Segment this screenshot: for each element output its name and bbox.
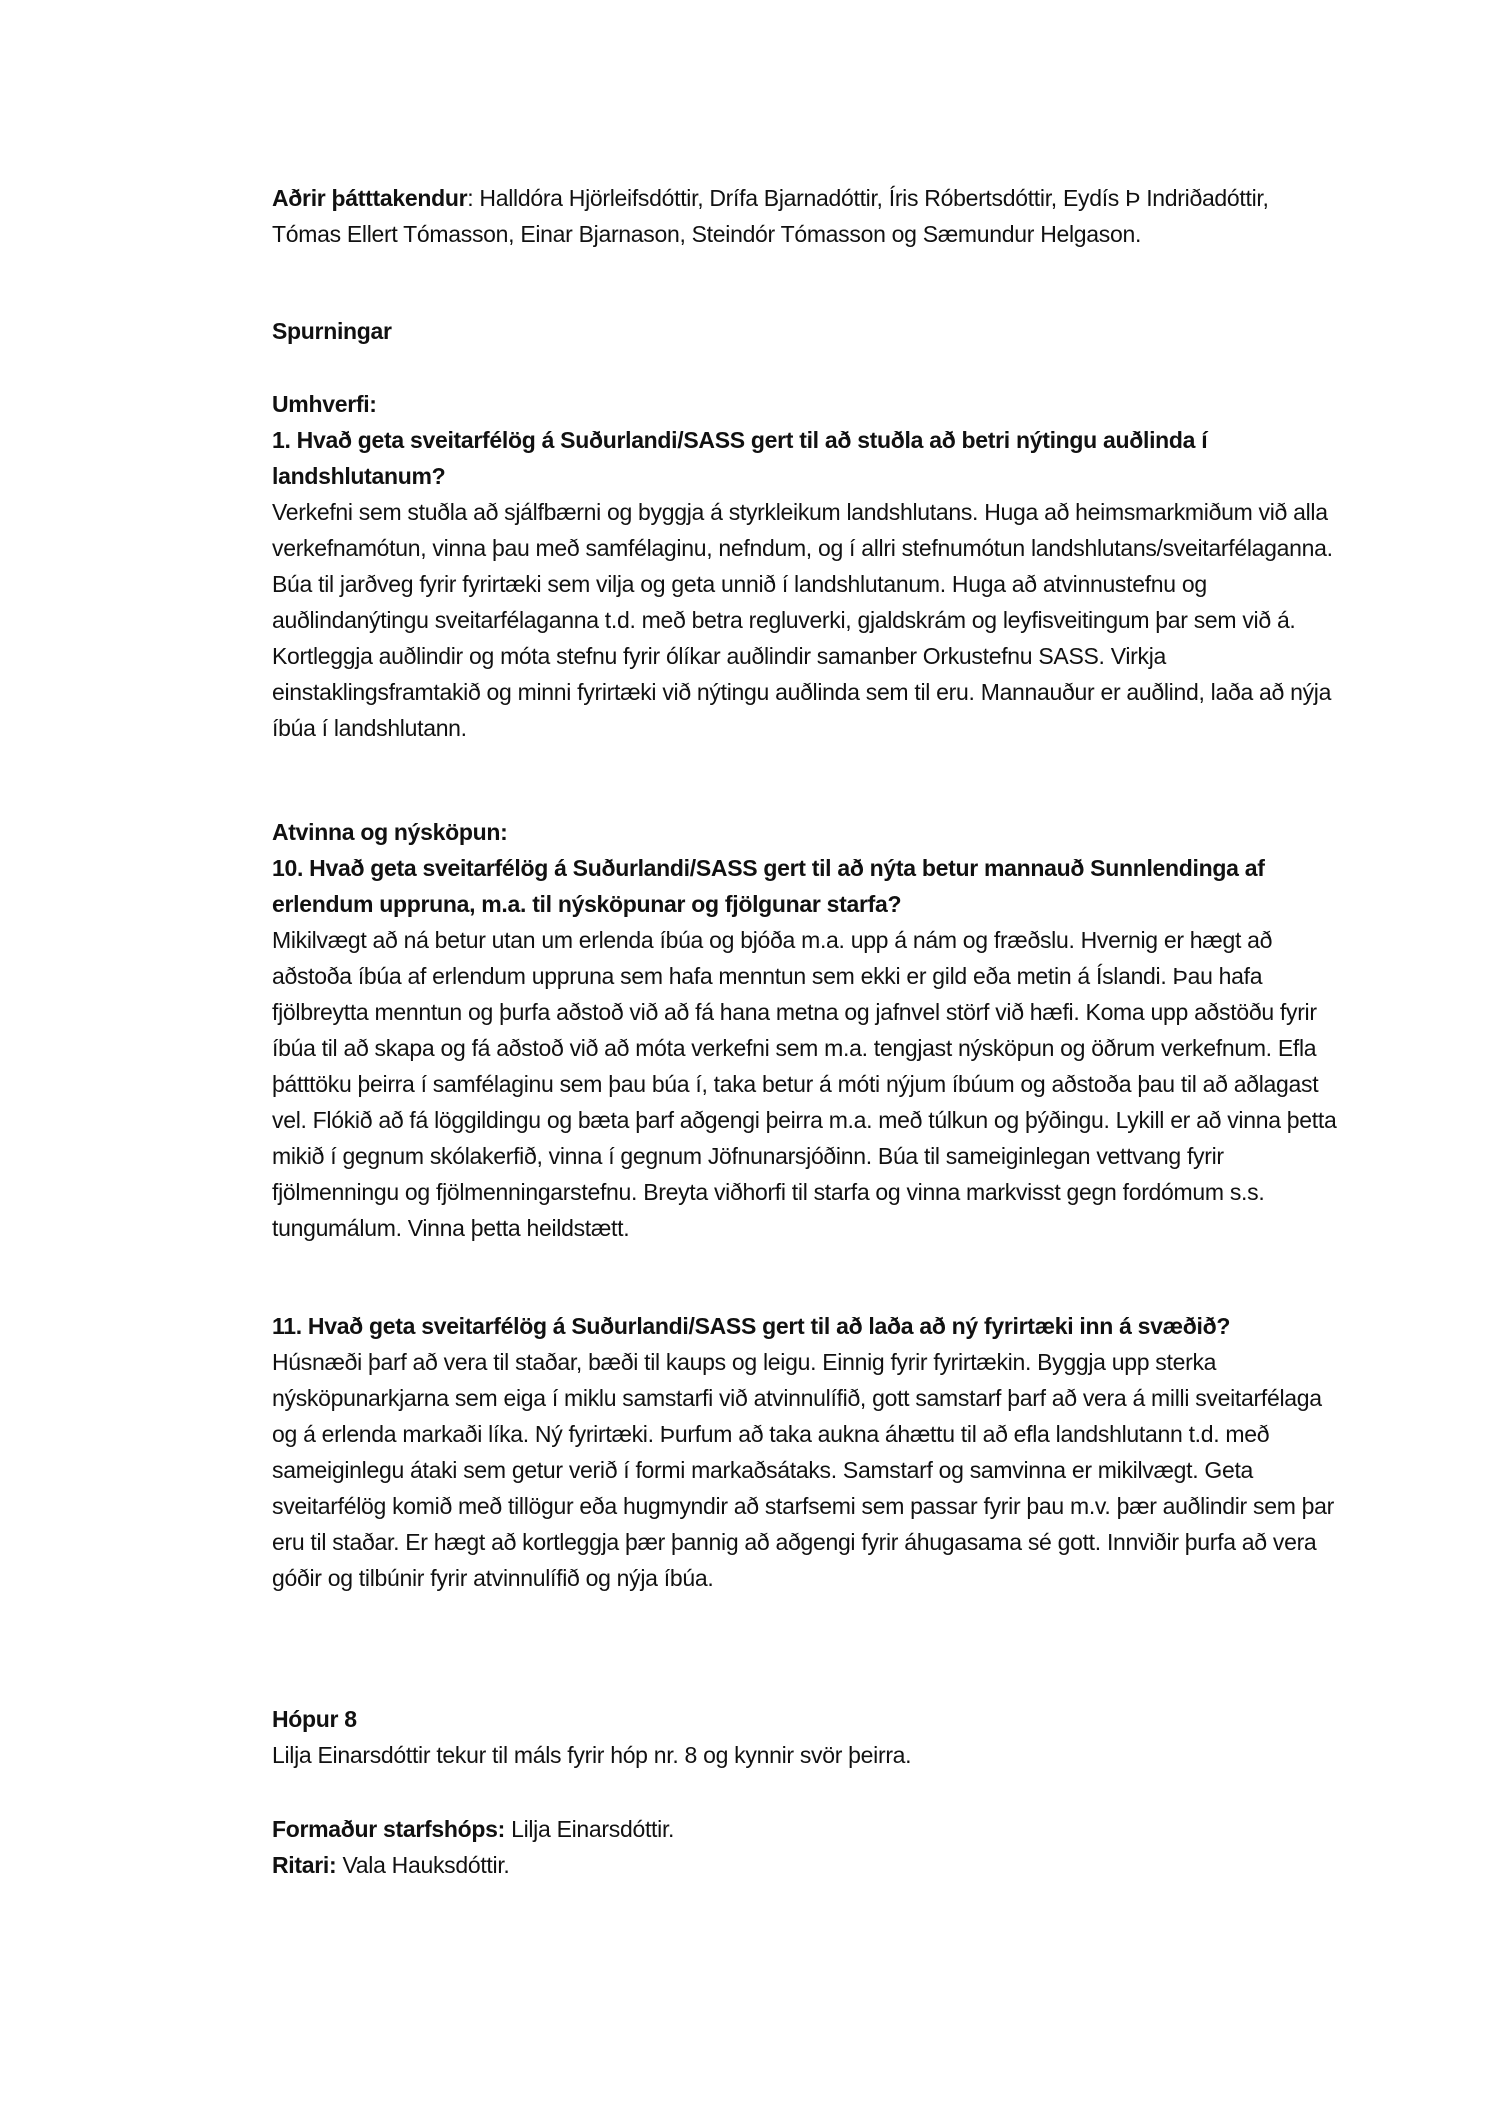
question-11: 11. Hvað geta sveitarfélög á Suðurlandi/SASS gert til að laða að ný fyrirtæki inn á svæðið?	[272, 1313, 1231, 1339]
participants-names: : Halldóra Hjörleifsdóttir, Drífa Bjarnadóttir, Íris Róbertsdóttir, Eydís Þ Indriðadóttir, Tómas Ellert Tómasson, Einar Bjarnason, Steindór Tómasson og Sæmundur Helgason.	[272, 185, 1269, 247]
question-11-section	[272, 1308, 1337, 1596]
employment-innovation-heading: Atvinna og nýsköpun:	[272, 819, 508, 845]
secretary-label: Ritari:	[272, 1852, 337, 1878]
group-8-section	[272, 1701, 1337, 1773]
questions-heading: Spurningar	[272, 318, 392, 344]
questions-section	[272, 313, 1337, 349]
secretary-name: Vala Hauksdóttir.	[336, 1852, 510, 1878]
group-8-text: Lilja Einarsdóttir tekur til máls fyrir hóp nr. 8 og kynnir svör þeirra.	[272, 1742, 912, 1768]
chair-line	[272, 1811, 1337, 1847]
employment-innovation-section	[272, 814, 1337, 1246]
environment-heading: Umhverfi:	[272, 391, 377, 417]
secretary-line	[272, 1847, 1337, 1883]
chair-label: Formaður starfshóps:	[272, 1816, 505, 1842]
answer-10: Mikilvægt að ná betur utan um erlenda íbúa og bjóða m.a. upp á nám og fræðslu. Hvernig er hægt að aðstoða íbúa af erlendum uppruna sem hafa menntun sem ekki er gild eða metin á Íslandi. Þau hafa fjölbreytta menntun og þurfa aðstoð við að fá hana metna og jafnvel störf við hæfi. Koma upp aðstöðu fyrir íbúa til að skapa og fá aðstoð við að móta verkefni sem m.a. tengjast nýsköpun og öðrum verkefnum. Efla þátttöku þeirra í samfélaginu sem þau búa í, taka betur á móti nýjum íbúum og aðstoða þau til að aðlagast vel. Flókið að fá löggildingu og bæta þarf aðgengi þeirra m.a. með túlkun og þýðingu. Lykill er að vinna þetta mikið í gegnum skólakerfið, vinna í gegnum Jöfnunarsjóðinn. Búa til sameiginlegan vettvang fyrir fjölmenningu og fjölmenningarstefnu. Breyta viðhorfi til starfa og vinna markvisst gegn fordómum s.s. tungumálum. Vinna þetta heildstætt.	[272, 927, 1337, 1241]
group-8-heading: Hópur 8	[272, 1706, 357, 1732]
answer-11: Húsnæði þarf að vera til staðar, bæði til kaups og leigu. Einnig fyrir fyrirtækin. Byggja upp sterka nýsköpunarkjarna sem eiga í miklu samstarfi við atvinnulífið, gott samstarf þarf að vera á milli sveitarfélaga og á erlenda markaði líka. Ný fyrirtæki. Þurfum að taka aukna áhættu til að efla landshlutann t.d. með sameiginlegu átaki sem getur verið í formi markaðsátaks. Samstarf og samvinna er mikilvægt. Geta sveitarfélög komið með tillögur eða hugmyndir að starfsemi sem passar fyrir þau m.v. þær auðlindir sem þar eru til staðar. Er hægt að kortleggja þær þannig að aðgengi fyrir áhugasama sé gott. Innviðir þurfa að vera góðir og tilbúnir fyrir atvinnulífið og nýja íbúa.	[272, 1349, 1334, 1591]
roles-section	[272, 1811, 1337, 1883]
environment-section	[272, 386, 1337, 746]
chair-name: Lilja Einarsdóttir.	[504, 1816, 675, 1842]
participants-paragraph	[272, 180, 1337, 252]
question-1: 1. Hvað geta sveitarfélög á Suðurlandi/SASS gert til að stuðla að betri nýtingu auðlinda í landshlutanum?	[272, 427, 1208, 489]
participants-section	[272, 180, 1337, 252]
question-10: 10. Hvað geta sveitarfélög á Suðurlandi/SASS gert til að nýta betur mannauð Sunnlendinga af erlendum uppruna, m.a. til nýsköpunar og fjölgunar starfa?	[272, 855, 1265, 917]
answer-1: Verkefni sem stuðla að sjálfbærni og byggja á styrkleikum landshlutans. Huga að heimsmarkmiðum við alla verkefnamótun, vinna þau með samfélaginu, nefndum, og í allri stefnumótun landshlutans/sveitarfélaganna. Búa til jarðveg fyrir fyrirtæki sem vilja og geta unnið í landshlutanum. Huga að atvinnustefnu og auðlindanýtingu sveitarfélaganna t.d. með betra regluverki, gjaldskrám og leyfisveitingum þar sem við á. Kortleggja auðlindir og móta stefnu fyrir ólíkar auðlindir samanber Orkustefnu SASS. Virkja einstaklingsframtakið og minni fyrirtæki við nýtingu auðlinda sem til eru. Mannauður er auðlind, laða að nýja íbúa í landshlutann.	[272, 499, 1333, 741]
participants-label: Aðrir þátttakendur	[272, 185, 468, 211]
